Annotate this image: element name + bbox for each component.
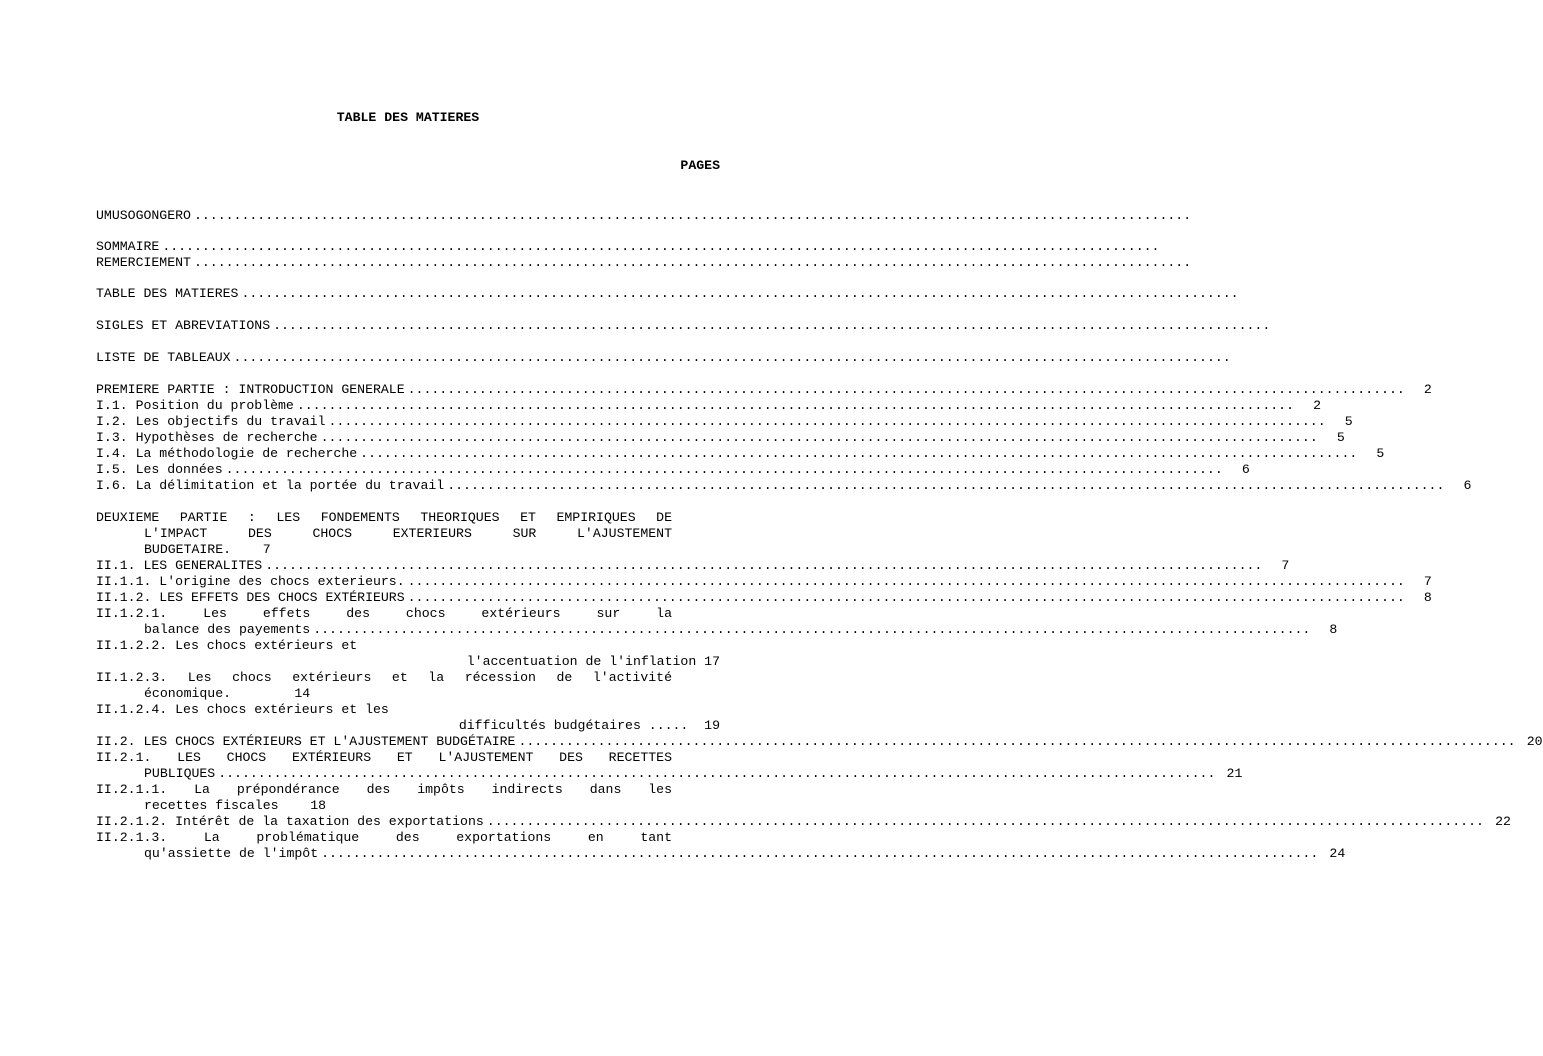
page-number: 7 xyxy=(1423,574,1432,589)
dot-leader: .............................................................................................................................. xyxy=(296,398,1294,413)
toc-entry xyxy=(96,766,1243,782)
dot-leader: .............................................................................................................................. xyxy=(193,208,1192,223)
toc-entry-line-2: économique. 14 xyxy=(144,686,311,701)
dot-leader: .............................................................................................................................. xyxy=(518,734,1516,749)
toc-label: LISTE DE TABLEAUX xyxy=(96,350,231,365)
page-number: 20 xyxy=(1526,734,1543,749)
toc-entry-line-1: II.2.1. LES CHOCS EXTÉRIEURS ET L'AJUSTEMENT DES RECETTES xyxy=(96,750,672,765)
toc-entry xyxy=(96,558,1290,574)
toc-entry xyxy=(96,574,1432,590)
dot-leader: .............................................................................................................................. xyxy=(218,766,1216,781)
toc-label: II.1. LES GENERALITES xyxy=(96,558,263,573)
page-number: 2 xyxy=(1313,398,1321,413)
dot-leader: .............................................................................................................................. xyxy=(407,574,1405,589)
toc-label: qu'assiette de l'impôt xyxy=(144,846,319,861)
pages-column-header: PAGES xyxy=(680,158,720,173)
toc-entry-line-1: II.1.2.4. Les chocs extérieurs et les xyxy=(96,702,389,717)
toc-entry-line-2: difficultés budgétaires ..... 19 xyxy=(458,718,720,733)
toc-entry-line-1: II.1.2.1. Les effets des chocs extérieurs sur la xyxy=(96,606,672,621)
page-number: 2 xyxy=(1423,382,1432,397)
page-title: TABLE DES MATIERES xyxy=(336,110,480,125)
toc-entry-line-1: II.2.1.1. La prépondérance des impôts indirects dans les xyxy=(96,782,672,797)
dot-leader: .............................................................................................................................. xyxy=(241,286,1239,301)
toc-label: SIGLES ET ABREVIATIONS xyxy=(96,318,271,333)
part2-title-line-2: L'IMPACT DES CHOCS EXTERIEURS SUR L'AJUSTEMENT xyxy=(144,526,672,541)
page-number: 24 xyxy=(1329,846,1346,861)
toc-label: I.1. Position du problème xyxy=(96,398,294,413)
toc-entry-remerciement xyxy=(96,255,1192,271)
toc-entry-line-2: recettes fiscales 18 xyxy=(144,798,327,813)
page-number: 5 xyxy=(1376,446,1385,461)
part2-title-line-3: BUDGETAIRE. 7 xyxy=(144,542,271,557)
page-number: 8 xyxy=(1329,622,1338,637)
dot-leader: .............................................................................................................................. xyxy=(313,622,1311,637)
toc-label: SOMMAIRE xyxy=(96,239,160,254)
toc-label: I.4. La méthodologie de recherche xyxy=(96,446,358,461)
dot-leader: .............................................................................................................................. xyxy=(193,255,1192,270)
dot-leader: .............................................................................................................................. xyxy=(360,446,1358,461)
toc-label: TABLE DES MATIERES xyxy=(96,286,239,301)
page-number: 21 xyxy=(1226,766,1243,781)
toc-entry-line-2: l'accentuation de l'inflation 17 xyxy=(466,654,720,669)
dot-leader: .............................................................................................................................. xyxy=(447,478,1445,493)
toc-entry-sommaire xyxy=(96,239,1160,255)
dot-leader: .............................................................................................................................. xyxy=(265,558,1263,573)
toc-entry xyxy=(96,398,1321,414)
toc-label: UMUSOGONGERO xyxy=(96,208,191,223)
toc-label: I.5. Les données xyxy=(96,462,223,477)
toc-label: PUBLIQUES xyxy=(144,766,216,781)
table-of-contents xyxy=(96,208,1543,862)
toc-entry xyxy=(96,734,1543,750)
dot-leader: .............................................................................................................................. xyxy=(273,318,1271,333)
toc-label: I.2. Les objectifs du travail xyxy=(96,414,326,429)
toc-label: I.6. La délimitation et la portée du travail xyxy=(96,478,445,493)
toc-entry xyxy=(96,846,1346,862)
dot-leader: .............................................................................................................................. xyxy=(407,590,1405,605)
dot-leader: .............................................................................................................................. xyxy=(328,414,1326,429)
toc-entry-part1 xyxy=(96,382,1432,398)
toc-entry xyxy=(96,622,1338,638)
dot-leader: .............................................................................................................................. xyxy=(321,846,1319,861)
toc-entry xyxy=(96,430,1345,446)
toc-entry-line-1: II.1.2.2. Les chocs extérieurs et xyxy=(96,638,358,653)
toc-entry-sigles xyxy=(96,318,1271,334)
toc-entry xyxy=(96,414,1353,430)
toc-entry xyxy=(96,446,1385,462)
toc-entry xyxy=(96,478,1472,494)
toc-label: II.2. LES CHOCS EXTÉRIEURS ET L'AJUSTEMENT BUDGÉTAIRE xyxy=(96,734,516,749)
toc-entry xyxy=(96,814,1511,830)
toc-label: PREMIERE PARTIE : INTRODUCTION GENERALE xyxy=(96,382,405,397)
toc-entry-table-des-matieres xyxy=(96,286,1239,302)
dot-leader: .............................................................................................................................. xyxy=(162,239,1160,254)
page-number: 6 xyxy=(1241,462,1250,477)
part2-title-line-1: DEUXIEME PARTIE : LES FONDEMENTS THEORIQUES ET EMPIRIQUES DE xyxy=(96,510,672,525)
toc-entry xyxy=(96,590,1432,606)
page-number: 8 xyxy=(1423,590,1432,605)
toc-entry-umusogongero xyxy=(96,208,1192,224)
toc-label: II.2.1.2. Intérêt de la taxation des exportations xyxy=(96,814,484,829)
page-number: 22 xyxy=(1495,814,1511,829)
dot-leader: .............................................................................................................................. xyxy=(407,382,1405,397)
toc-label: I.3. Hypothèses de recherche xyxy=(96,430,318,445)
toc-label: balance des payements xyxy=(144,622,311,637)
toc-entry-line-1: II.2.1.3. La problématique des exportations en tant xyxy=(96,830,672,845)
toc-entry xyxy=(96,462,1250,478)
page-number: 5 xyxy=(1336,430,1345,445)
toc-entry-liste-tableaux xyxy=(96,350,1231,366)
dot-leader: .............................................................................................................................. xyxy=(225,462,1223,477)
page-number: 6 xyxy=(1463,478,1472,493)
dot-leader: .............................................................................................................................. xyxy=(233,350,1231,365)
page-number: 5 xyxy=(1344,414,1353,429)
dot-leader: .............................................................................................................................. xyxy=(486,814,1484,829)
dot-leader: .............................................................................................................................. xyxy=(320,430,1318,445)
page-number: 7 xyxy=(1281,558,1290,573)
toc-label: II.1.2. LES EFFETS DES CHOCS EXTÉRIEURS xyxy=(96,590,405,605)
toc-entry-line-1: II.1.2.3. Les chocs extérieurs et la récession de l'activité xyxy=(96,670,672,685)
toc-label: REMERCIEMENT xyxy=(96,255,191,270)
toc-label: II.1.1. L'origine des chocs exterieurs. xyxy=(96,574,405,589)
